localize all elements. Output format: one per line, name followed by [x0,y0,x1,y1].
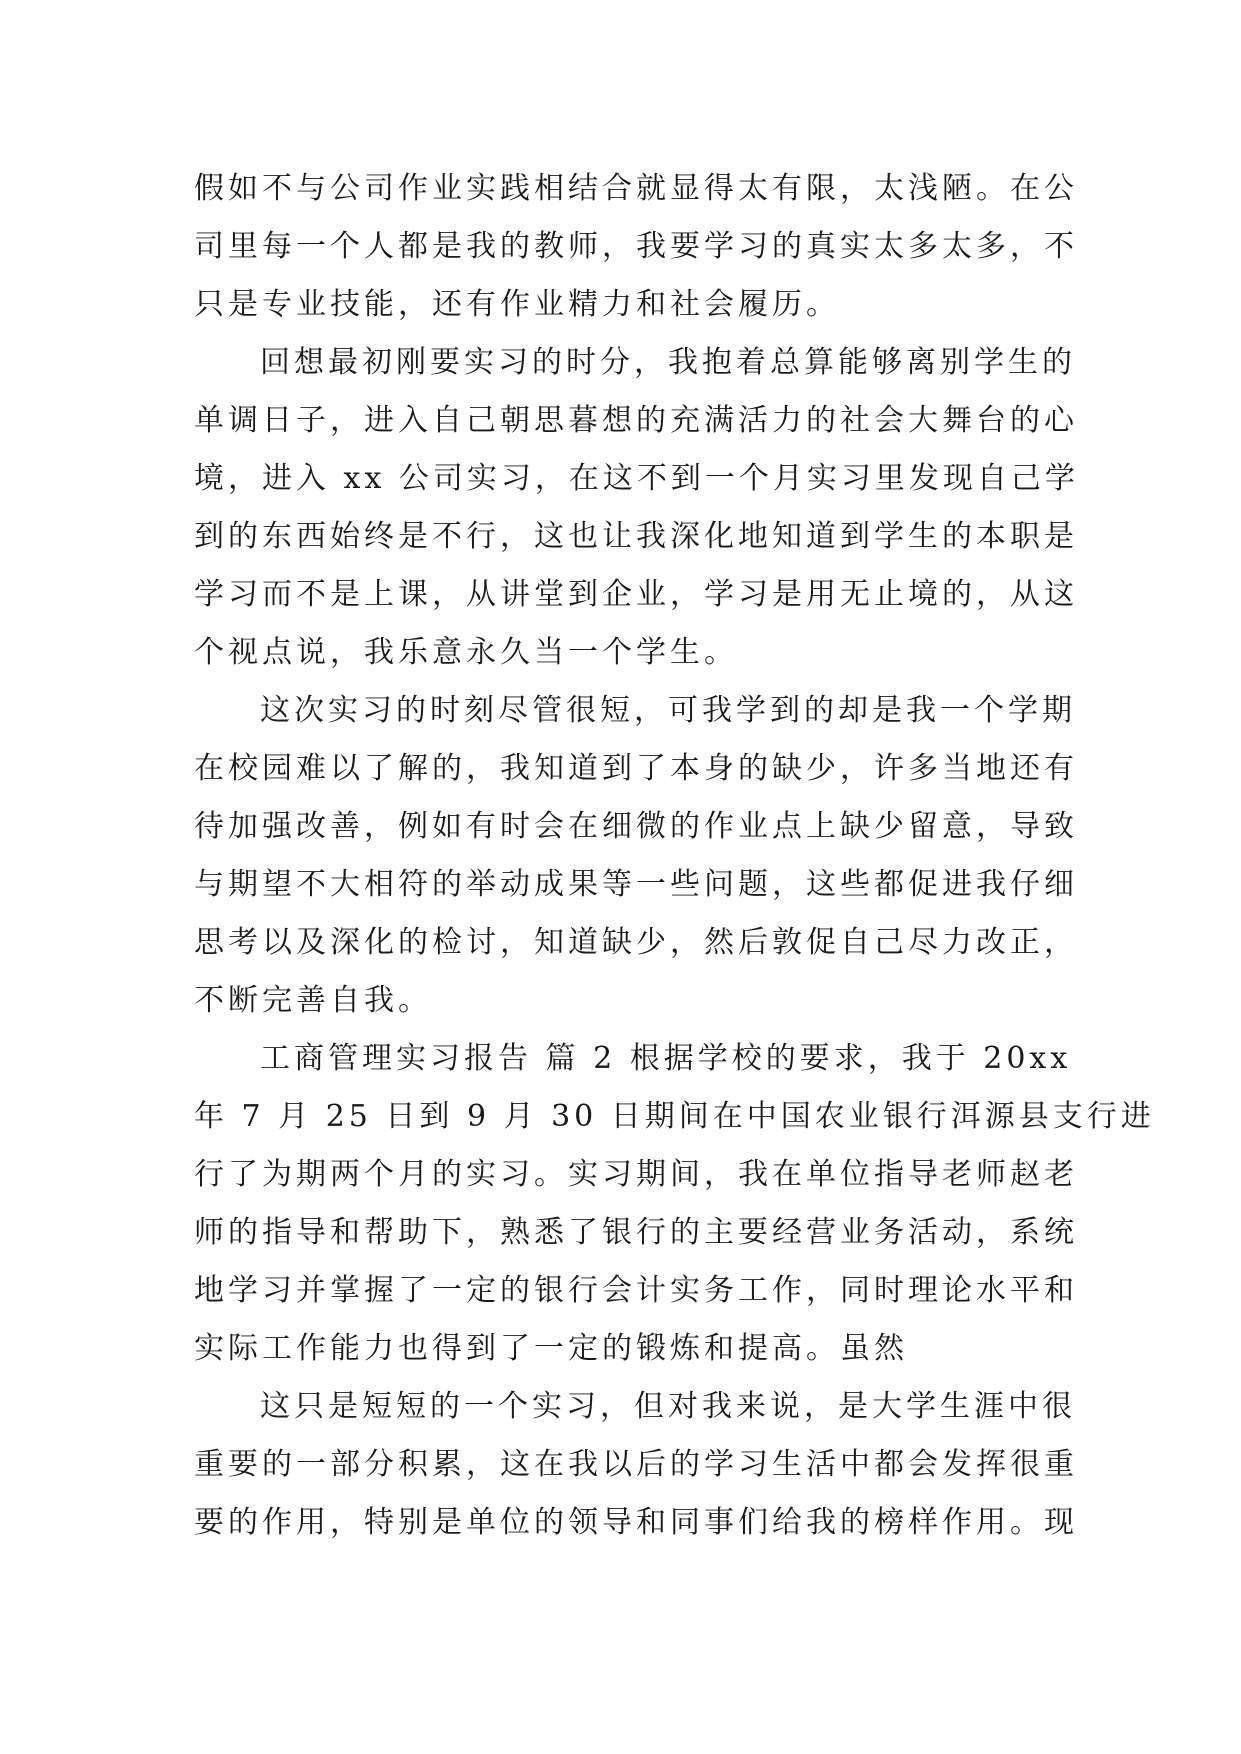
text-line: 重要的一部分积累，这在我以后的学习生活中都会发挥很重 [194,1447,1078,1482]
text-line: 假如不与公司作业实践相结合就显得太有限，太浅陋。在公 [194,171,1078,206]
text-line: 不断完善自我。 [194,983,432,1018]
text-line: 年 7 月 25 日到 9 月 30 日期间在中国农业银行洱源县支行进 [194,1099,1155,1134]
text-line: 地学习并掌握了一定的银行会计实务工作，同时理论水平和 [194,1273,1078,1308]
text-line: 回想最初刚要实习的时分，我抱着总算能够离别学生的 [260,345,1076,380]
text-line: 这次实习的时刻尽管很短，可我学到的却是我一个学期 [260,693,1076,728]
text-line: 只是专业技能，还有作业精力和社会履历。 [194,287,840,322]
text-line: 师的指导和帮助下，熟悉了银行的主要经营业务活动，系统 [194,1215,1078,1250]
text-line: 学习而不是上课，从讲堂到企业，学习是用无止境的，从这 [194,577,1078,612]
text-line: 工商管理实习报告 篇 2 根据学校的要求，我于 20xx [260,1041,1072,1076]
text-line: 与期望不大相符的举动成果等一些问题，这些都促进我仔细 [194,867,1078,902]
text-line: 到的东西始终是不行，这也让我深化地知道到学生的本职是 [194,519,1078,554]
document-body [194,160,1155,1552]
text-line: 司里每一个人都是我的教师，我要学习的真实太多太多，不 [194,229,1078,264]
text-line: 单调日子，进入自己朝思暮想的充满活力的社会大舞台的心 [194,403,1078,438]
text-line: 待加强改善，例如有时会在细微的作业点上缺少留意，导致 [194,809,1078,844]
text-line: 在校园难以了解的，我知道到了本身的缺少，许多当地还有 [194,751,1078,786]
text-line: 行了为期两个月的实习。实习期间，我在单位指导老师赵老 [194,1157,1078,1192]
text-line: 境，进入 xx 公司实习，在这不到一个月实习里发现自己学 [194,461,1079,496]
text-line: 实际工作能力也得到了一定的锻炼和提高。虽然 [194,1331,908,1366]
text-line: 思考以及深化的检讨，知道缺少，然后敦促自己尽力改正， [194,925,1078,960]
text-line: 这只是短短的一个实习，但对我来说，是大学生涯中很 [260,1389,1076,1424]
text-line: 个视点说，我乐意永久当一个学生。 [194,635,738,670]
text-line: 要的作用，特别是单位的领导和同事们给我的榜样作用。现 [194,1505,1078,1540]
